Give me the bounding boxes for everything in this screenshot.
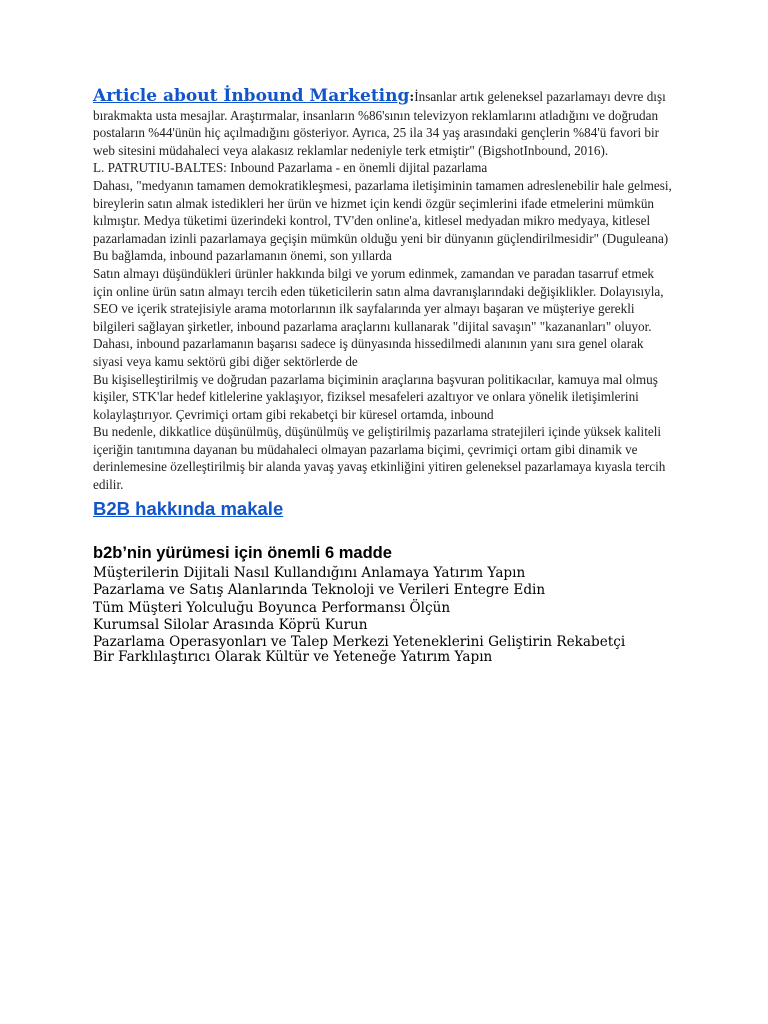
list-item: Pazarlama ve Satış Alanlarında Teknoloji ve Verileri Entegre Edin bbox=[93, 582, 546, 599]
paragraph-6: Bu nedenle, dikkatlice düşünülmüş, düşünülmüş ve geliştirilmiş pazarlama stratejileri içinde yüksek kaliteli içeriğin tanıtımına dayanan bu müdahaleci olmayan pazarlama biçimi, çevrimiçi ortam gibi dinamik ve derinlemesine özelleştirilmiş bir alanda yavaş yavaş etkinliğini yitiren geleneksel pazarlamaya kıyasla tercih edilir. bbox=[93, 424, 666, 493]
title-colon: : bbox=[409, 90, 415, 105]
b2b-section-heading: b2b’nin yürümesi için önemli 6 madde bbox=[93, 543, 392, 562]
list-item: Pazarlama Operasyonları ve Talep Merkezi Yeteneklerini Geliştirin Rekabetçi bbox=[93, 633, 626, 650]
list-item: Bir Farklılaştırıcı Olarak Kültür ve Yeteneğe Yatırım Yapın bbox=[93, 648, 493, 665]
intro-paragraph bbox=[93, 88, 675, 159]
paragraph-5: Bu kişiselleştirilmiş ve doğrudan pazarlama biçiminin araçlarına başvuran politikacılar, kamuya mal olmuş kişiler, STK'lar hedef kitlelerine yaklaşıyor, fiziksel mesafeleri azaltıyor ve onlara yönelik iletişimlerini kolaylaştırıyor. Çevrimiçi ortam gibi rekabetçi bir küresel ortamda, inbound bbox=[93, 371, 658, 422]
paragraph-3: Dahası, "medyanın tamamen demokratikleşmesi, pazarlama iletişiminin tamamen adreslenebilir hale gelmesi, bireylerin satın almak istedikleri her ürün ve hizmet için kendi özgür seçimlerini ifade etmelerini mümkün kılmıştır. Medya tüketimi üzerindeki kontrol, TV'den online'a, kitlesel medyadan mikro medyaya, kitlesel pazarlamadan izinli pazarlamaya geçişin mümkün olduğu yeni bir dünyanın güçlendirilmesidir" (Duguleana) Bu bağlamda, inbound pazarlamanın önemi, son yıllarda bbox=[93, 177, 672, 264]
b2b-list bbox=[93, 565, 675, 665]
paragraph-2: L. PATRUTIU-BALTES: Inbound Pazarlama - en önemli dijital pazarlama bbox=[93, 160, 488, 176]
paragraph-1-text: İnsanlar artık geleneksel pazarlamayı devre dışı bırakmakta usta mesajlar. Araştırmalar, insanların %86'sının televizyon reklamlarını atladığını ve doğrudan postaların %44'ünün hiç açılmadığını gösteriyor. Ayrıca, 25 ila 34 yaş arasındaki gençlerin %84'ü favori bir web sitesini müdahaleci veya alakasız reklamlar nedeniyle terk etmiştir" (BigshotInbound, 2016). bbox=[93, 89, 666, 158]
document-page bbox=[93, 88, 675, 665]
b2b-article-link[interactable]: B2B hakkında makale bbox=[93, 497, 284, 519]
list-item: Tüm Müşteri Yolculuğu Boyunca Performansı Ölçün bbox=[93, 599, 451, 616]
paragraph-4: Satın almayı düşündükleri ürünler hakkında bilgi ve yorum edinmek, zamandan ve paradan tasarruf etmek için online ürün satın almayı tercih eden tüketicilerin satın alma davranışlarındaki değişiklikler. Dolayısıyla, SEO ve içerik stratejisiyle arama motorlarının ilk sayfalarında yer almayı başaran ve müşteriye gerekli bilgileri sağlayan şirketler, inbound pazarlama araçlarını kullanarak "dijital savaşın" "kazananları" oluyor. Dahası, inbound pazarlamanın başarısı sadece iş dünyasında hissedilmedi alanının yanı sıra genel olarak siyasi veya kamu sektörü gibi diğer sektörlerde de bbox=[93, 265, 664, 369]
inbound-marketing-article-link[interactable]: Article about İnbound Marketing bbox=[93, 86, 410, 106]
list-item: Müşterilerin Dijitali Nasıl Kullandığını Anlamaya Yatırım Yapın bbox=[93, 564, 526, 581]
list-item: Kurumsal Silolar Arasında Köprü Kurun bbox=[93, 617, 368, 634]
